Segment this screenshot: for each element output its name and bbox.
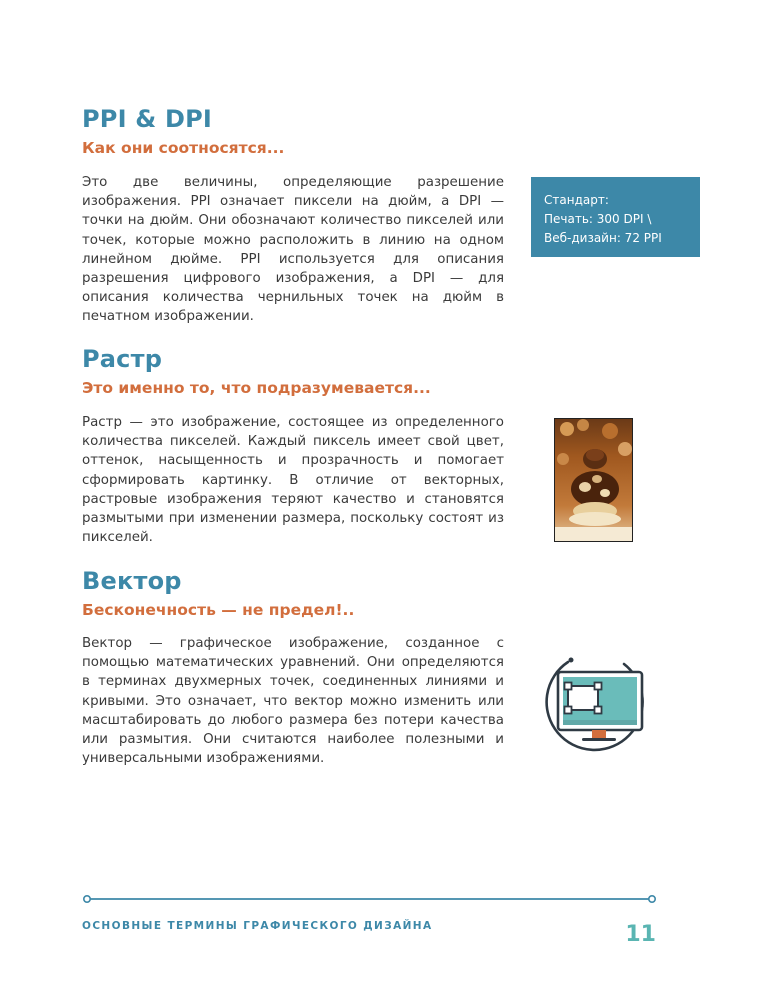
callout-line: Печать: 300 DPI \: [544, 212, 652, 226]
section-subtitle: Это именно то, что подразумевается...: [82, 379, 431, 397]
callout-line: Веб-дизайн: 72 PPI: [544, 231, 662, 245]
section-title: Растр: [82, 345, 163, 373]
footer-book-title: ОСНОВНЫЕ ТЕРМИНЫ ГРАФИЧЕСКОГО ДИЗАЙНА: [82, 920, 433, 932]
section-subtitle: Бесконечность — не предел!..: [82, 601, 355, 619]
footer-divider: [82, 894, 657, 904]
dessert-photo-icon: [555, 419, 633, 542]
vector-illustration: [538, 650, 652, 752]
section-subtitle: Как они соотносятся...: [82, 139, 285, 157]
raster-photo-image: [554, 418, 633, 542]
standard-callout: [531, 177, 700, 257]
monitor-vector-icon: [538, 650, 652, 752]
section-ppi-dpi-header: [82, 104, 284, 159]
section-body-text: Вектор — графическое изображение, созданное с помощью математических уравнений. Они определяются в терминах двухмерных точек, соединенных линиями и кривыми. Это означает, что вектор можно изменить или масштабировать до любого размера без потери качества или размытия. Они считаются наиболее полезными и универсальными изображениями.: [82, 636, 504, 767]
section-vector-header: [82, 566, 354, 621]
callout-line: Стандарт:: [544, 193, 609, 207]
section-title: Вектор: [82, 567, 182, 595]
section-raster-header: [82, 344, 431, 399]
page-number: 11: [625, 922, 656, 947]
section-title: PPI & DPI: [82, 105, 212, 133]
section-body-text: Растр — это изображение, состоящее из определенного количества пикселей. Каждый пиксель имеет свой цвет, оттенок, насыщенность и прозрачность и помогает сформировать картинку. В отличие от векторных, растровые изображения теряют качество и становятся размытыми при изменении размера, поскольку состоят из пикселей.: [82, 415, 504, 546]
section-body-text: Это две величины, определяющие разрешение изображения. PPI означает пиксели на дюйм, а DPI — точки на дюйм. Они обозначают количество пикселей или точек, которые можно расположить в линию на одном линейном дюйме. PPI используется для описания разрешения цифрового изображения, а DPI — для описания количества чернильных точек на дюйм в печатном изображении.: [82, 175, 504, 325]
